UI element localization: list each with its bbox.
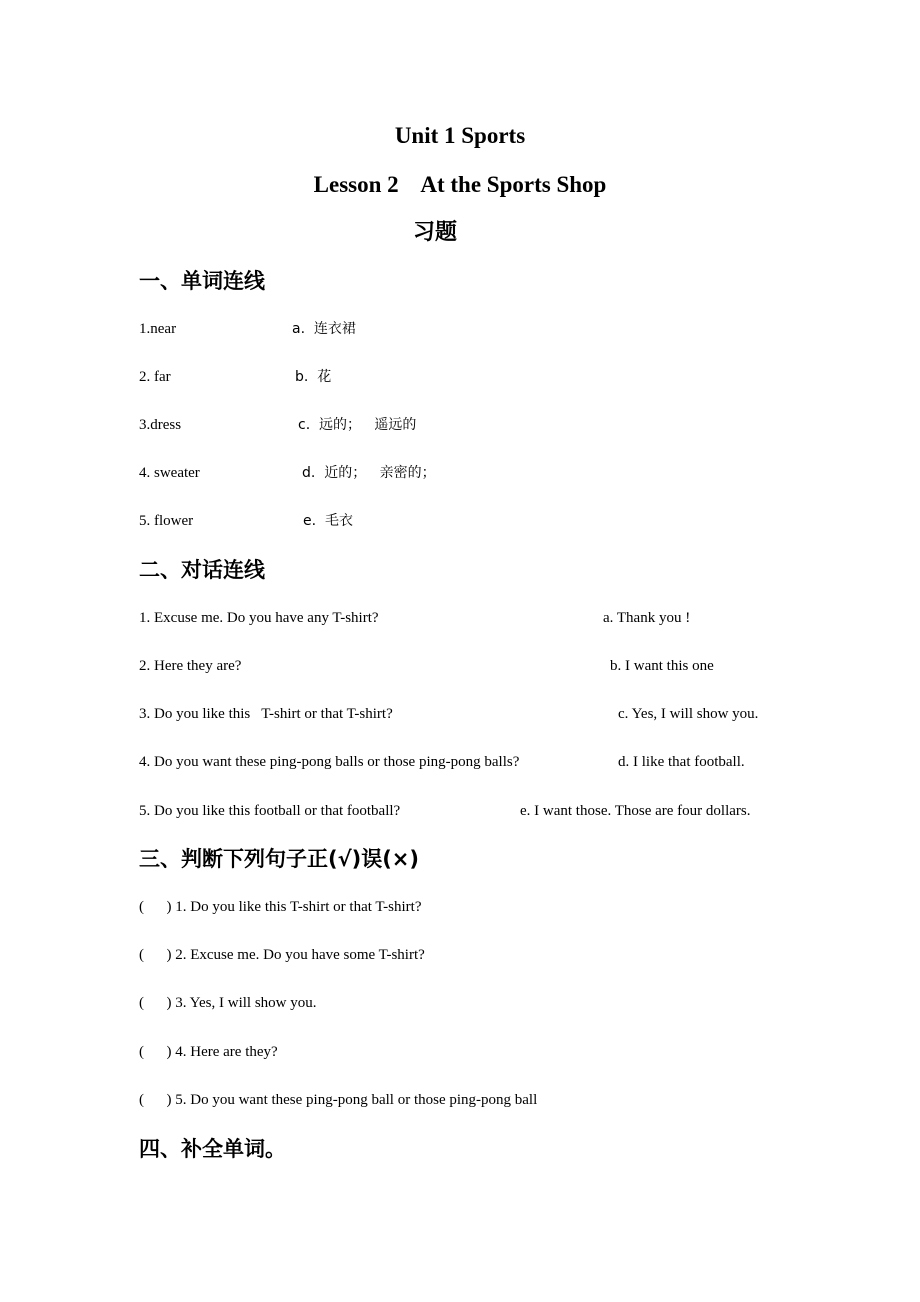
meaning-item-e: e. 毛衣 xyxy=(303,513,353,529)
dialogue-question-1: 1. Excuse me. Do you have any T-shirt? xyxy=(139,610,379,626)
judge-item-1: ( ) 1. Do you like this T-shirt or that T-shirt? xyxy=(139,899,422,915)
section2-heading: 二、对话连线 xyxy=(139,558,265,582)
dialogue-answer-d: d. I like that football. xyxy=(618,754,745,770)
dialogue-answer-c: c. Yes, I will show you. xyxy=(618,706,759,722)
section3-heading: 三、判断下列句子正(√)误(×) xyxy=(139,847,419,871)
judge-item-5: ( ) 5. Do you want these ping-pong ball or those ping-pong ball xyxy=(139,1092,538,1108)
dialogue-question-3: 3. Do you like this T-shirt or that T-shirt? xyxy=(139,706,393,722)
dialogue-question-4: 4. Do you want these ping-pong balls or those ping-pong balls? xyxy=(139,754,520,770)
word-item-4: 4. sweater xyxy=(139,465,200,481)
word-item-5: 5. flower xyxy=(139,513,194,529)
meaning-item-a: a. 连衣裙 xyxy=(292,321,356,337)
meaning-item-b: b. 花 xyxy=(295,369,332,385)
word-item-3: 3.dress xyxy=(139,417,182,433)
meaning-item-c: c. 远的； 遥远的 xyxy=(298,417,417,433)
dialogue-question-5: 5. Do you like this football or that football? xyxy=(139,803,401,819)
section1-heading: 一、单词连线 xyxy=(139,269,265,293)
dialogue-answer-b: b. I want this one xyxy=(610,658,714,674)
unit-title: Unit 1 Sports xyxy=(394,123,526,148)
judge-item-3: ( ) 3. Yes, I will show you. xyxy=(139,995,317,1011)
dialogue-answer-a: a. Thank you ! xyxy=(603,610,691,626)
dialogue-answer-e: e. I want those. Those are four dollars. xyxy=(520,803,751,819)
judge-item-4: ( ) 4. Here are they? xyxy=(139,1044,278,1060)
dialogue-question-2: 2. Here they are? xyxy=(139,658,242,674)
exercise-title: 习题 xyxy=(412,220,457,245)
judge-item-2: ( ) 2. Excuse me. Do you have some T-shirt? xyxy=(139,947,425,963)
lesson-title: Lesson 2 At the Sports Shop xyxy=(313,172,607,197)
word-item-1: 1.near xyxy=(139,321,177,337)
meaning-item-d: d. 近的； 亲密的； xyxy=(302,465,436,481)
section4-heading: 四、补全单词。 xyxy=(139,1137,286,1161)
word-item-2: 2. far xyxy=(139,369,171,385)
